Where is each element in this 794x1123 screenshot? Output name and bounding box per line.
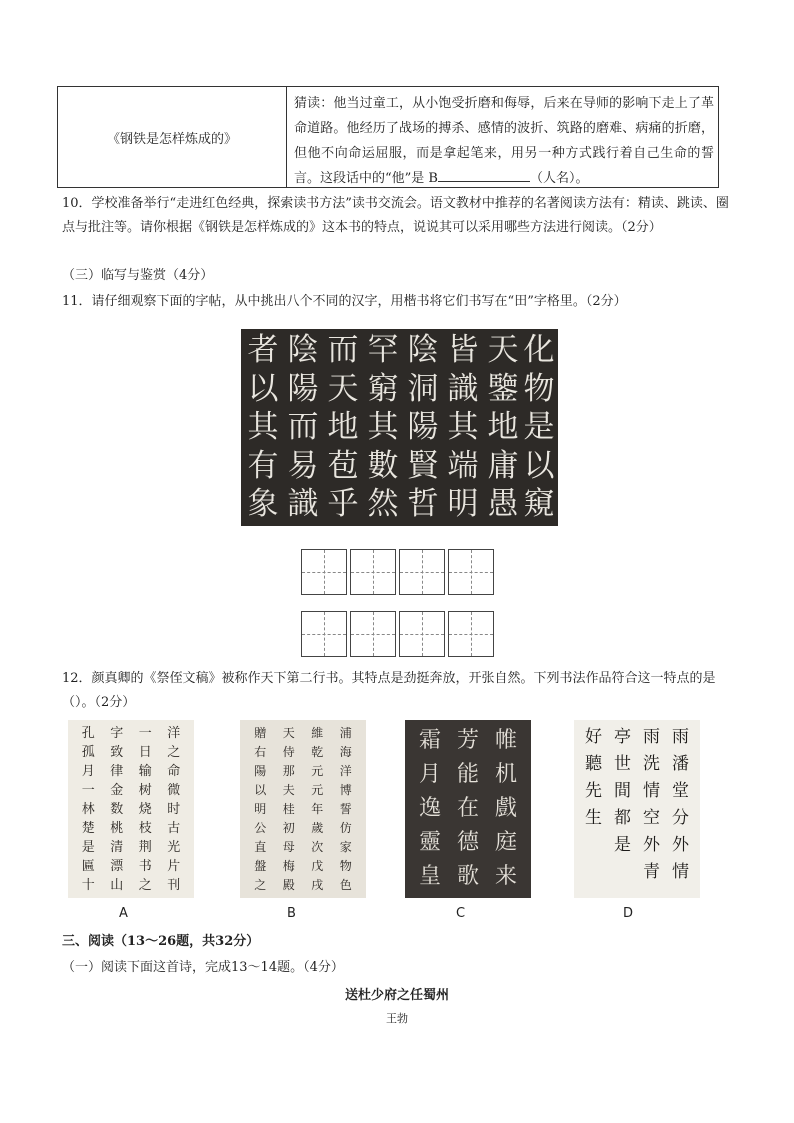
calligraphy-character: 数	[110, 802, 124, 817]
calligraphy-character: 楚	[81, 821, 95, 836]
calligraphy-character: 仿	[339, 821, 352, 835]
rubbing-character: 以	[523, 447, 555, 484]
rubbing-character: 窺	[523, 486, 555, 522]
calligraphy-character: 微	[167, 783, 181, 798]
calligraphy-character: 間	[614, 781, 631, 801]
rubbing-character: 而	[287, 409, 319, 445]
calligraphy-character: 时	[167, 802, 181, 817]
calligraphy-character: 夫	[282, 783, 295, 797]
rubbing-character: 象	[247, 486, 279, 522]
rubbing-character: 陰	[287, 332, 319, 368]
rubbing-character: 者	[247, 332, 279, 368]
calligraphy-column	[160, 724, 189, 895]
calligraphy-character: 殿	[282, 878, 295, 892]
calligraphy-character: 烧	[138, 802, 152, 817]
calligraphy-character: 外	[643, 835, 660, 855]
calligraphy-column	[246, 724, 275, 895]
calligraphy-character: 是	[81, 840, 95, 855]
calligraphy-column	[487, 724, 525, 894]
calligraphy-character: 片	[167, 859, 181, 874]
rubbing-character: 洞	[407, 370, 439, 407]
calligraphy-character: 古	[167, 821, 181, 836]
calligraphy-character: 以	[254, 783, 267, 797]
calligraphy-character: 戊	[311, 859, 324, 873]
calligraphy-column	[303, 724, 332, 895]
poem-title: 送杜少府之任蜀州	[344, 988, 449, 1003]
rubbing-column	[363, 331, 403, 524]
calligraphy-character: 右	[254, 745, 267, 759]
rubbing-column	[519, 331, 558, 524]
tian-grid-cell[interactable]	[301, 549, 347, 595]
calligraphy-option-d[interactable]	[574, 720, 700, 898]
calligraphy-character: 桂	[282, 802, 295, 816]
question-11: 11．请仔细观察下面的字帖，从中挑出八个不同的汉字，用楷书将它们书写在“田”字格里。（2分）	[62, 294, 627, 309]
calligraphy-character: 堂	[672, 781, 689, 801]
calligraphy-character: 情	[672, 862, 689, 882]
calligraphy-character: 之	[138, 878, 152, 893]
calligraphy-option-a[interactable]	[68, 720, 194, 898]
calligraphy-character: 年	[311, 802, 324, 816]
calligraphy-character: 之	[167, 745, 181, 760]
poem-author: 王勃	[386, 1012, 408, 1025]
calligraphy-character: 命	[167, 764, 181, 779]
calligraphy-character: 直	[254, 840, 267, 854]
calligraphy-character: 贈	[254, 726, 267, 740]
rubbing-character: 地	[327, 409, 359, 445]
rubbing-character: 苞	[327, 447, 359, 484]
calligraphy-character: 盤	[254, 859, 267, 873]
calligraphy-character: 那	[282, 764, 295, 778]
calligraphy-character: 公	[254, 821, 267, 835]
calligraphy-character: 誓	[339, 802, 352, 816]
tian-grid-cell[interactable]	[448, 549, 494, 595]
rubbing-character: 鑒	[487, 370, 519, 407]
calligraphy-character: 物	[339, 859, 352, 873]
calligraphy-character: 山	[110, 878, 124, 893]
rubbing-column	[443, 331, 483, 524]
rubbing-character: 天	[487, 332, 519, 368]
tian-grid-cell[interactable]	[350, 611, 396, 657]
rubbing-character: 窮	[367, 370, 399, 407]
calligraphy-character: 海	[339, 745, 352, 759]
calligraphy-character: 潘	[672, 754, 689, 774]
rubbing-character: 有	[247, 447, 279, 484]
calligraphy-character: 靈	[418, 830, 441, 855]
rubbing-character: 陽	[407, 409, 439, 445]
rubbing-character: 哲	[407, 486, 439, 522]
calligraphy-character: 好	[585, 727, 602, 747]
calligraphy-character: 歲	[311, 821, 324, 835]
calligraphy-character: 日	[138, 745, 152, 760]
calligraphy-character: 树	[138, 783, 152, 798]
calligraphy-character: 霜	[418, 728, 441, 753]
tian-grid-cell[interactable]	[448, 611, 494, 657]
calligraphy-character: 帷	[494, 728, 517, 753]
calligraphy-character: 雨	[643, 727, 660, 747]
rubbing-character: 其	[247, 409, 279, 445]
section-reading: 三、阅读（13～26题，共32分）	[62, 934, 260, 949]
question-12: 12．颜真卿的《祭侄文稿》被称作天下第二行书。其特点是劲挺奔放，开张自然。下列书法作品符合这一特点的是（）。（2分）	[62, 671, 716, 710]
rubbing-character: 陰	[407, 332, 439, 368]
calligraphy-character: 逸	[418, 796, 441, 821]
rubbing-character: 化	[523, 332, 555, 368]
tian-grid-cell[interactable]	[350, 549, 396, 595]
calligraphy-character: 来	[494, 864, 517, 889]
calligraphy-column	[275, 724, 304, 895]
section-copy-appreciate: （三）临写与鉴赏（4分）	[62, 268, 214, 283]
calligraphy-character: 芳	[456, 728, 479, 753]
calligraphy-character: 空	[643, 808, 660, 828]
calligraphy-character: 月	[418, 762, 441, 787]
rubbing-column	[483, 331, 523, 524]
calligraphy-character: 清	[110, 840, 124, 855]
tian-grid-cell[interactable]	[399, 611, 445, 657]
rubbing-character: 愚	[487, 486, 519, 522]
calligraphy-character: 能	[456, 762, 479, 787]
rubbing-character: 皆	[447, 332, 479, 368]
rubbing-character: 是	[523, 409, 555, 445]
calligraphy-character: 世	[614, 754, 631, 774]
rubbing-character: 識	[287, 486, 319, 522]
calligraphy-character: 输	[138, 764, 152, 779]
rubbing-character: 其	[447, 409, 479, 445]
calligraphy-character: 聽	[585, 754, 602, 774]
calligraphy-column	[332, 724, 361, 895]
calligraphy-character: 外	[672, 835, 689, 855]
calligraphy-character: 情	[643, 781, 660, 801]
tian-grid-cell[interactable]	[399, 549, 445, 595]
calligraphy-column	[449, 724, 487, 894]
rubbing-character: 然	[367, 486, 399, 522]
rubbing-character: 而	[327, 332, 359, 368]
rubbing-character: 易	[287, 447, 319, 484]
rubbing-character: 賢	[407, 447, 439, 484]
calligraphy-character: 刊	[167, 878, 181, 893]
rubbing-character: 天	[327, 370, 359, 407]
rubbing-character: 物	[523, 370, 555, 407]
calligraphy-character: 光	[167, 840, 181, 855]
calligraphy-option-c[interactable]	[405, 720, 531, 898]
calligraphy-character: 皇	[418, 864, 441, 889]
calligraphy-character: 乾	[311, 745, 324, 759]
calligraphy-character: 青	[643, 862, 660, 882]
calligraphy-character: 洗	[643, 754, 660, 774]
option-label-d: D	[623, 906, 634, 921]
calligraphy-character: 生	[585, 808, 602, 828]
rubbing-character: 陽	[287, 370, 319, 407]
calligraphy-character: 机	[494, 762, 517, 787]
calligraphy-character: 林	[81, 802, 95, 817]
calligraphy-character: 字	[110, 726, 124, 741]
calligraphy-option-b[interactable]	[240, 720, 366, 898]
option-label-c: C	[456, 906, 466, 921]
calligraphy-character: 次	[311, 840, 324, 854]
rubbing-character: 庸	[487, 447, 519, 484]
rubbing-character: 以	[247, 370, 279, 407]
answer-blank[interactable]	[438, 167, 530, 182]
calligraphy-character: 十	[81, 878, 95, 893]
calligraphy-character: 戲	[494, 796, 517, 821]
calligraphy-character: 孔	[81, 726, 95, 741]
calligraphy-character: 戌	[311, 878, 324, 892]
calligraphy-character: 枝	[138, 821, 152, 836]
calligraphy-rubbing	[241, 329, 558, 526]
calligraphy-character: 天	[282, 726, 295, 740]
calligraphy-column	[608, 724, 637, 859]
calligraphy-character: 匾	[81, 859, 95, 874]
calligraphy-character: 漂	[110, 859, 124, 874]
rubbing-character: 乎	[327, 486, 359, 522]
calligraphy-character: 之	[254, 878, 267, 892]
rubbing-character: 端	[447, 447, 479, 484]
guess-reading-suffix: （人名）。	[529, 171, 589, 186]
calligraphy-character: 亭	[614, 727, 631, 747]
calligraphy-character: 荆	[138, 840, 152, 855]
calligraphy-character: 洋	[339, 764, 352, 778]
calligraphy-column	[579, 724, 608, 832]
calligraphy-character: 浦	[339, 726, 352, 740]
calligraphy-character: 在	[456, 796, 479, 821]
calligraphy-character: 桃	[110, 821, 124, 836]
calligraphy-character: 陽	[254, 764, 267, 778]
calligraphy-character: 金	[110, 783, 124, 798]
calligraphy-character: 先	[585, 781, 602, 801]
calligraphy-character: 初	[282, 821, 295, 835]
calligraphy-column	[637, 724, 666, 886]
book-table	[57, 86, 719, 188]
calligraphy-character: 孤	[81, 745, 95, 760]
rubbing-character: 數	[367, 447, 399, 484]
rubbing-character: 罕	[367, 332, 399, 368]
option-label-b: B	[287, 906, 296, 921]
guess-reading-cell	[294, 91, 714, 191]
calligraphy-column	[666, 724, 695, 886]
question-10: 10．学校准备举行“走进红色经典，探索读书方法”读书交流会。语文教材中推荐的名著阅读方法有：精读、跳读、圈点与批注等。请你根据《钢铁是怎样炼成的》这本书的特点，说说其可以采用哪些方法进行阅读。（2分）	[62, 196, 729, 235]
sub-section-poem: （一）阅读下面这首诗，完成13～14题。（4分）	[62, 960, 344, 975]
calligraphy-character: 歌	[456, 864, 479, 889]
calligraphy-character: 洋	[167, 726, 181, 741]
calligraphy-character: 雨	[672, 727, 689, 747]
calligraphy-column	[131, 724, 160, 895]
calligraphy-character: 母	[282, 840, 295, 854]
calligraphy-character: 书	[138, 859, 152, 874]
guess-reading-text: 猜读：他当过童工，从小饱受折磨和侮辱，后来在导师的影响下走上了革命道路。他经历了战场的搏杀、感情的波折、筑路的磨难、病痛的折磨，但他不向命运屈服，而是拿起笔来，用另一种方式践行着自己生命的誓言。这段话中的“他”是 B	[294, 96, 714, 186]
calligraphy-character: 維	[311, 726, 324, 740]
calligraphy-character: 梅	[282, 859, 295, 873]
rubbing-character: 地	[487, 409, 519, 445]
rubbing-column	[403, 331, 443, 524]
calligraphy-character: 律	[110, 764, 124, 779]
calligraphy-character: 分	[672, 808, 689, 828]
calligraphy-character: 都	[614, 808, 631, 828]
book-title-cell: 《钢铁是怎样炼成的》	[58, 87, 287, 187]
rubbing-character: 其	[367, 409, 399, 445]
rubbing-column	[283, 331, 323, 524]
calligraphy-character: 元	[311, 783, 324, 797]
calligraphy-character: 庭	[494, 830, 517, 855]
calligraphy-character: 月	[81, 764, 95, 779]
calligraphy-column	[411, 724, 449, 894]
option-label-a: A	[119, 906, 128, 921]
calligraphy-column	[103, 724, 132, 895]
rubbing-character: 識	[447, 370, 479, 407]
rubbing-column	[243, 331, 283, 524]
rubbing-column	[323, 331, 363, 524]
calligraphy-column	[74, 724, 103, 895]
calligraphy-character: 侍	[282, 745, 295, 759]
calligraphy-character: 是	[614, 835, 631, 855]
calligraphy-character: 一	[81, 783, 95, 798]
calligraphy-character: 色	[339, 878, 352, 892]
calligraphy-character: 元	[311, 764, 324, 778]
rubbing-character: 明	[447, 486, 479, 522]
calligraphy-character: 家	[339, 840, 352, 854]
calligraphy-character: 一	[138, 726, 152, 741]
calligraphy-character: 明	[254, 802, 267, 816]
calligraphy-character: 德	[456, 830, 479, 855]
calligraphy-character: 致	[110, 745, 124, 760]
calligraphy-character: 博	[339, 783, 352, 797]
tian-grid-cell[interactable]	[301, 611, 347, 657]
